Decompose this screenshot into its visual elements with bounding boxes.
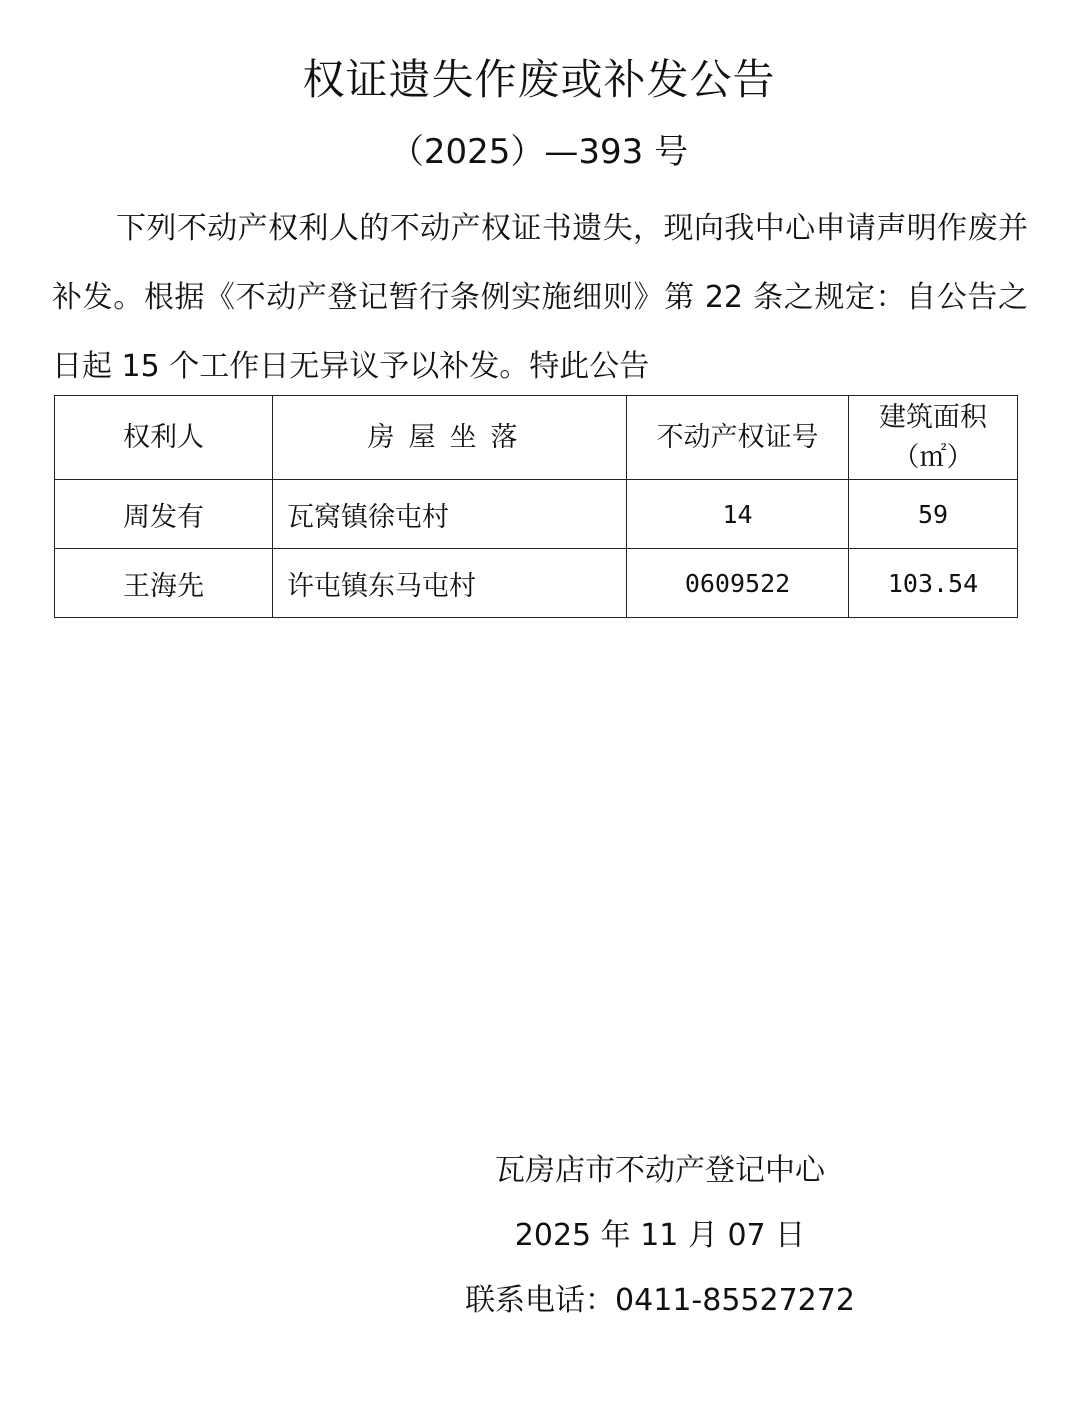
cell-certificate: 0609522 xyxy=(627,549,849,618)
cell-area: 103.54 xyxy=(849,549,1018,618)
issue-date: 2025 年 11 月 07 日 xyxy=(514,1218,806,1253)
notice-title: 权证遗失作废或补发公告 xyxy=(302,55,776,104)
cell-location: 瓦窝镇徐屯村 xyxy=(273,480,627,549)
issuing-organization: 瓦房店市不动产登记中心 xyxy=(495,1153,825,1188)
lost-certificate-table xyxy=(54,395,1018,618)
table-row xyxy=(55,480,1018,549)
cell-holder: 王海先 xyxy=(55,549,273,618)
contact-phone: 联系电话：0411-85527272 xyxy=(465,1283,855,1318)
notice-body-text: 下列不动产权利人的不动产权证书遗失，现向我中心申请声明作废并补发。根据《不动产登记暂行条例实施细则》第 22 条之规定：自公告之日起 15 个工作日无异议予以补发。特此公告 xyxy=(52,211,1028,384)
cell-certificate: 14 xyxy=(627,480,849,549)
table-header-row xyxy=(55,396,1018,480)
header-certificate: 不动产权证号 xyxy=(627,396,849,480)
header-area xyxy=(849,396,1018,480)
header-holder: 权利人 xyxy=(55,396,273,480)
table-row xyxy=(55,549,1018,618)
header-location: 房屋坐落 xyxy=(273,396,627,480)
cell-area: 59 xyxy=(849,480,1018,549)
cell-holder: 周发有 xyxy=(55,480,273,549)
cell-location: 许屯镇东马屯村 xyxy=(273,549,627,618)
document-number: （2025）—393 号 xyxy=(389,132,689,172)
header-area-unit: （㎡） xyxy=(892,441,974,473)
header-area-label: 建筑面积 xyxy=(879,401,987,433)
